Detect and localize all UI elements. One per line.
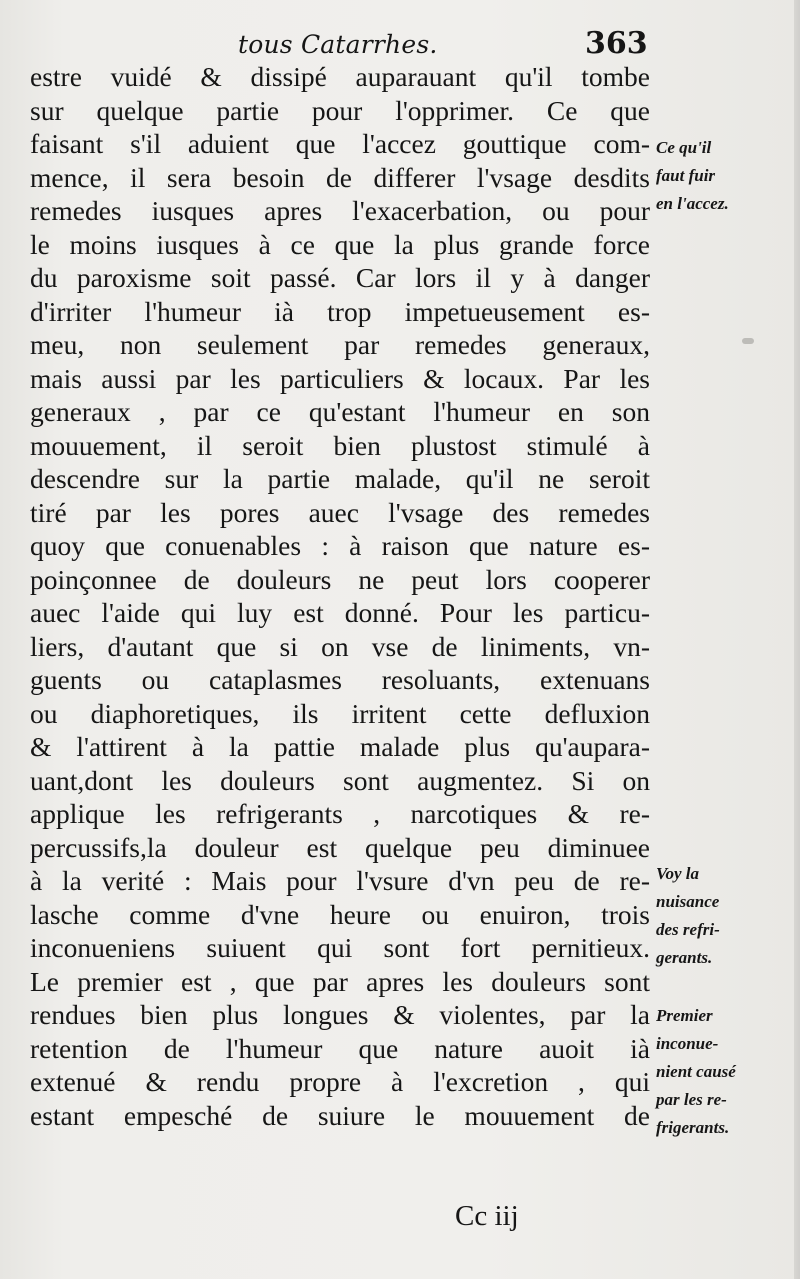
- text-line: ou diaphoretiques, ils irritent cette defluxion: [30, 697, 650, 729]
- text-line: inconueniens suiuent qui sont fort pernitieux.: [30, 932, 650, 963]
- text-line: du paroxisme soit passé. Car lors il y à danger: [30, 262, 650, 293]
- text-line: extenué & rendu propre à l'excretion , qui: [30, 1066, 650, 1097]
- text-line: rendues bien plus longues & violentes, par la: [30, 999, 650, 1030]
- text-line: estre vuidé & dissipé auparauant qu'il tombe: [30, 61, 650, 92]
- text-line: guents ou cataplasmes resoluants, extenuans: [30, 664, 650, 695]
- text-line: estant empesché de suiure le mouuement de: [30, 1099, 650, 1131]
- text-line: tiré par les pores auec l'vsage des remedes: [30, 496, 650, 528]
- text-line: mais aussi par les particuliers & locaux. Par les: [30, 362, 650, 394]
- margin-note-line: frigerants.: [656, 1118, 730, 1137]
- margin-note-line: Premier: [656, 1006, 713, 1025]
- margin-note-line: Voy la: [656, 864, 699, 883]
- signature-mark: Cc iij: [455, 1200, 519, 1232]
- running-title: tous Catarrhes.: [238, 30, 438, 59]
- text-line: lasche comme d'vne heure ou enuiron, trois: [30, 898, 650, 930]
- text-line: descendre sur la partie malade, qu'il ne seroit: [30, 463, 650, 494]
- margin-note-premier-inconuenient: [656, 1002, 796, 1142]
- text-line: percussifs,la douleur est quelque peu diminuee: [30, 831, 650, 863]
- margin-note-line: nuisance: [656, 892, 720, 911]
- body-text: [30, 60, 650, 1132]
- text-line: mence, il sera besoin de differer l'vsage desdits: [30, 161, 650, 193]
- text-line: faisant s'il aduient que l'accez gouttique com-: [30, 128, 650, 159]
- text-line: liers, d'autant que si on vse de liniments, vn-: [30, 630, 650, 662]
- margin-note-line: des refri-: [656, 920, 720, 939]
- margin-note-line: en l'accez.: [656, 194, 729, 213]
- page-number: 363: [585, 26, 648, 61]
- text-line: auec l'aide qui luy est donné. Pour les particu-: [30, 597, 650, 628]
- text-line: remedes iusques apres l'exacerbation, ou pour: [30, 195, 650, 226]
- margin-note-line: par les re-: [656, 1090, 727, 1109]
- text-line: quoy que conuenables : à raison que nature es-: [30, 530, 650, 561]
- margin-note-line: nient causé: [656, 1062, 736, 1081]
- text-line: le moins iusques à ce que la plus grande force: [30, 228, 650, 260]
- text-line: retention de l'humeur que nature auoit ià: [30, 1032, 650, 1064]
- text-line: sur quelque partie pour l'opprimer. Ce que: [30, 94, 650, 126]
- text-line: & l'attirent à la pattie malade plus qu'aupara-: [30, 731, 650, 762]
- text-line: meu, non seulement par remedes generaux,: [30, 329, 650, 360]
- margin-note-line: Ce qu'il: [656, 138, 712, 157]
- text-line: generaux , par ce qu'estant l'humeur en son: [30, 396, 650, 427]
- margin-note-line: gerants.: [656, 948, 713, 967]
- text-line: uant,dont les douleurs sont augmentez. Si on: [30, 764, 650, 796]
- margin-note-line: faut fuir: [656, 166, 716, 185]
- text-line: Le premier est , que par apres les douleurs sont: [30, 965, 650, 997]
- text-line: applique les refrigerants , narcotiques & re-: [30, 798, 650, 829]
- text-line: à la verité : Mais pour l'vsure d'vn peu de re-: [30, 865, 650, 896]
- margin-note-line: inconue-: [656, 1034, 719, 1053]
- text-line: d'irriter l'humeur ià trop impetueusement es-: [30, 295, 650, 327]
- text-line: poinçonnee de douleurs ne peut lors cooperer: [30, 563, 650, 595]
- ink-blot: [742, 338, 754, 344]
- text-line: mouuement, il seroit bien plustost stimulé à: [30, 429, 650, 461]
- margin-note-nuisance: [656, 860, 796, 972]
- margin-note-accez: [656, 134, 796, 218]
